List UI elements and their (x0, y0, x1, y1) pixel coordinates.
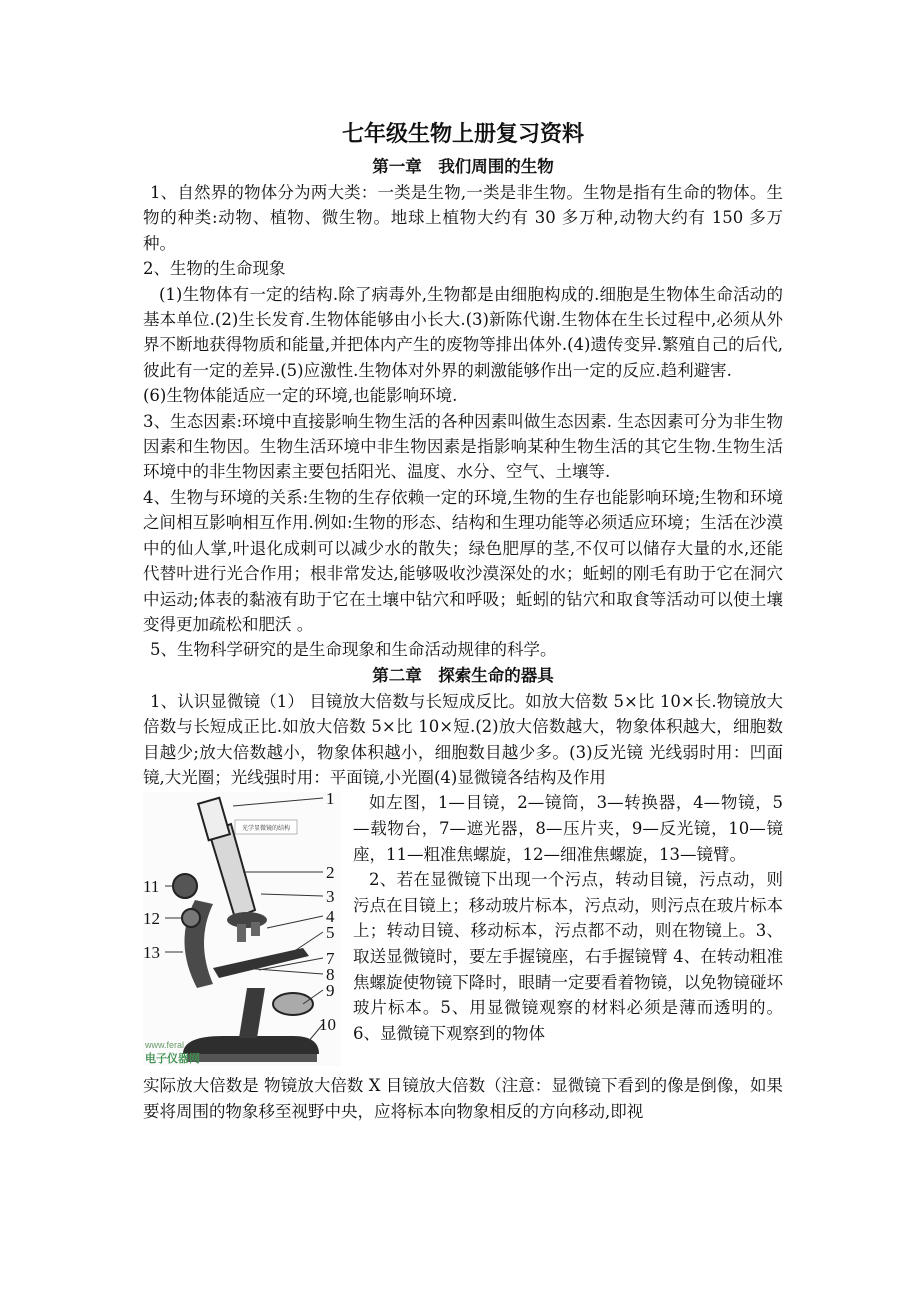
figure-label: 10 (319, 1015, 336, 1035)
figure-side-text (353, 790, 783, 1046)
chapter-1-paragraph: (6)生物体能适应一定的环境,也能影响环境. (143, 386, 458, 406)
figure-label: 13 (143, 943, 160, 963)
chapter-1-paragraph: 3、生态因素:环境中直接影响生物生活的各种因素叫做生态因素. 生态因素可分为非生物因素和生物因。生物生活环境中非生物因素是指影响某种生物生活的其它生物.生物生活环境中的非生物因素主要包括阳光、温度、水分、空气、土壤等. (143, 411, 783, 482)
figure-watermark-text: 电子仪器网 (145, 1052, 200, 1066)
figure-label: 1 (326, 792, 335, 809)
chapter-1-paragraph: 1、自然界的物体分为两大类：一类是生物,一类是非生物。生物是指有生命的物体。生物的种类:动物、植物、微生物。地球上植物大约有 30 多万种,动物大约有 150 多万种。 (143, 183, 783, 253)
chapter-1-paragraph: 5、生物科学研究的是生命现象和生命活动规律的科学。 (150, 640, 557, 660)
figure-label: 2 (326, 863, 335, 883)
chapter-2-heading: 第二章 探索生命的器具 (372, 665, 554, 685)
figure-label: 9 (326, 981, 335, 1001)
chapter-2-paragraph: 实际放大倍数是 物镜放大倍数 X 目镜放大倍数（注意：显微镜下看到的像是倒像，如果要将周围的物象移至视野中央，应将标本向物象相反的方向移动,即视 (143, 1076, 783, 1121)
figure-label: 8 (326, 965, 335, 985)
figure-label: 7 (326, 949, 335, 969)
chapter-1-paragraph: 4、生物与环境的关系:生物的生存依赖一定的环境,生物的生存也能影响环境;生物和环境之间相互影响相互作用.例如:生物的形态、结构和生理功能等必须适应环境；生活在沙漠中的仙人掌,叶退化成刺可以减少水的散失；绿色肥厚的茎,不仅可以储存大量的水,还能代替叶进行光合作用；根非常发达,能够吸收沙漠深处的水；蚯蚓的刚毛有助于它在洞穴中运动;体表的黏液有助于它在土壤中钻穴和呼吸；蚯蚓的钻穴和取食等活动可以使土壤变得更加疏松和肥沃 。 (143, 487, 783, 634)
chapter-2-paragraph: 1、认识显微镜（1） 目镜放大倍数与长短成反比。如放大倍数 5×比 10×长.物镜放大倍数与长短成正比.如放大倍数 5×比 10×短.(2)放大倍数越大，物象体积越大，细胞数目越少;放大倍数越小，物象体积越小，细胞数目越少多。(3)反光镜 光线弱时用：凹面镜,大光圈；光线强时用：平面镜,小光圈(4)显微镜各结构及作用 (143, 691, 783, 787)
chapter-2-paragraph: 2、若在显微镜下出现一个污点，转动目镜，污点动，则污点在目镜上；移动玻片标本，污点动，则污点在玻片标本上；转动目镜、移动标本，污点都不动，则在物镜上。3、取送显微镜时，要左手握镜座，右手握镜臂 4、在转动粗准焦螺旋使物镜下降时，眼睛一定要看着物镜，以免物镜碰坏玻片标本。5、用显微镜观察的材料必须是薄而透明的。6、显微镜下观察到的物体 (353, 870, 783, 1043)
chapter-1-heading: 第一章 我们周围的生物 (372, 157, 554, 176)
figure-label: 5 (326, 923, 335, 943)
document-page (143, 118, 783, 1124)
figure-section (143, 790, 783, 1073)
microscope-figure (143, 792, 341, 1066)
figure-caption: 光学显微镜的结构 (241, 826, 291, 833)
figure-label: 11 (143, 877, 160, 897)
document-title: 七年级生物上册复习资料 (341, 121, 584, 147)
chapter-1-paragraph: (1)生物体有一定的结构.除了病毒外,生物都是由细胞构成的.细胞是生物体生命活动的基本单位.(2)生长发育.生物体能够由小长大.(3)新陈代谢.生物体在生长过程中,必须从外界不断地获得物质和能量,并把体内产生的废物等排出体外.(4)遗传变异.繁殖自己的后代,彼此有一定的差异.(5)应激性.生物体对外界的刺激能够作出一定的反应.趋利避害. (143, 284, 783, 380)
figure-label: 4 (326, 907, 335, 927)
figure-label: 12 (143, 909, 160, 929)
figure-label: 3 (326, 887, 335, 907)
chapter-2-paragraph: 如左图，1—目镜，2—镜筒，3—转换器，4—物镜，5—载物台，7—遮光器，8—压片夹，9—反光镜，10—镜座，11—粗准焦螺旋，12—细准焦螺旋，13—镜臂。 (353, 793, 783, 864)
chapter-1-paragraph: 2、生物的生命现象 (143, 259, 286, 279)
figure-watermark-url: www.feral (145, 1040, 185, 1051)
